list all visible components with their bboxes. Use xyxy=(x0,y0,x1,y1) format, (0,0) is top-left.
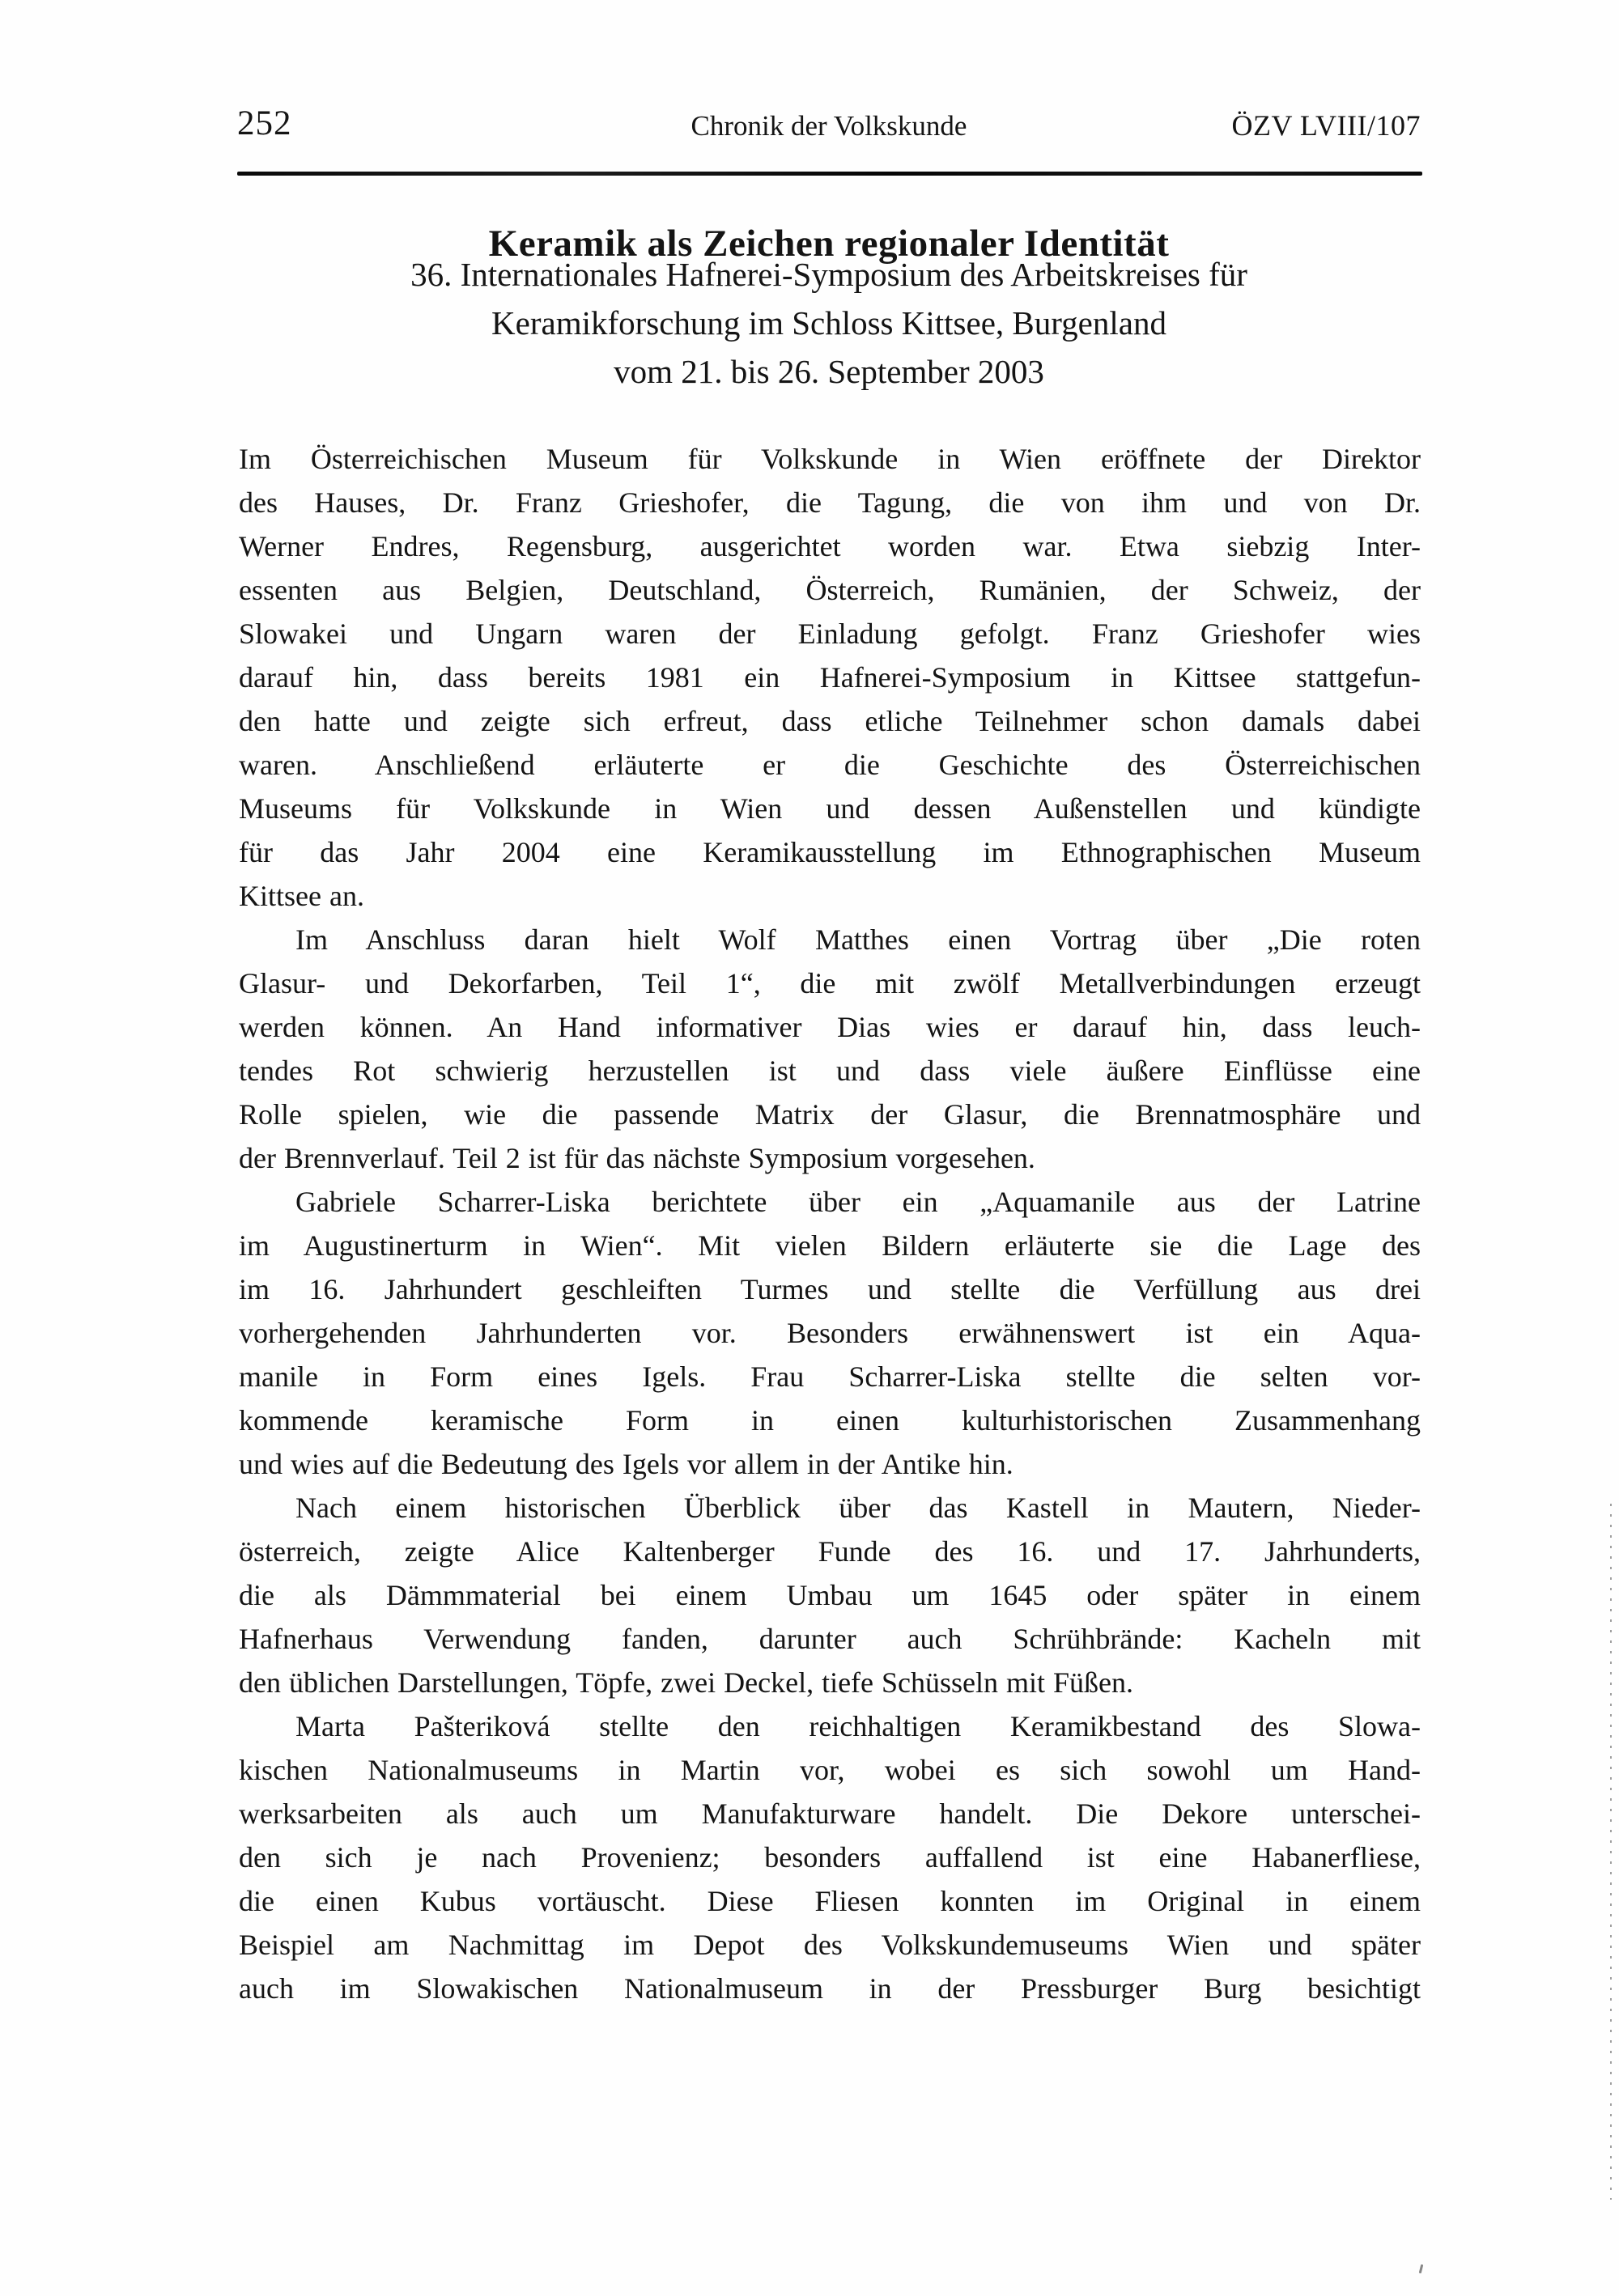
text-line: den hatte und zeigte sich erfreut, dass etliche Teilnehmer schon damals dabei xyxy=(239,705,1421,737)
text-line: Museums für Volkskunde in Wien und dessen Außenstellen und kündigte xyxy=(239,792,1421,825)
text-line: Glasur- und Dekorfarben, Teil 1“, die mit zwölf Metallverbindungen erzeugt xyxy=(239,967,1421,999)
text-line: für das Jahr 2004 eine Keramikausstellung im Ethnographischen Museum xyxy=(239,836,1421,868)
text-line: waren. Anschließend erläuterte er die Geschichte des Österreichischen xyxy=(239,749,1421,781)
text-line: den üblichen Darstellungen, Töpfe, zwei Deckel, tiefe Schüsseln mit Füßen. xyxy=(239,1666,1134,1699)
scan-artifact-dotted-line xyxy=(1610,1504,1612,2200)
text-line: im Augustinerturm in Wien“. Mit vielen Bildern erläuterte sie die Lage des xyxy=(239,1229,1421,1262)
article-subtitle xyxy=(237,250,1421,396)
text-line: Rolle spielen, wie die passende Matrix der Glasur, die Brennatmosphäre und xyxy=(239,1098,1421,1131)
text-line: Im Anschluss daran hielt Wolf Matthes einen Vortrag über „Die roten xyxy=(295,923,1421,956)
paragraph xyxy=(239,1704,1421,2010)
text-line: und wies auf die Bedeutung des Igels vor allem in der Antike hin. xyxy=(239,1448,1013,1480)
article-title: Keramik als Zeichen regionaler Identität xyxy=(488,223,1170,265)
journal-issue-label: ÖZV LVIII/107 xyxy=(1231,109,1421,142)
paragraph xyxy=(239,1486,1421,1704)
scan-artifact-speck xyxy=(1419,2264,1424,2273)
subtitle-line: Keramikforschung im Schloss Kittsee, Burgenland xyxy=(491,304,1166,342)
text-line: Hafnerhaus Verwendung fanden, darunter auch Schrühbrände: Kacheln mit xyxy=(239,1623,1421,1655)
text-line: essenten aus Belgien, Deutschland, Österreich, Rumänien, der Schweiz, der xyxy=(239,574,1421,606)
text-line: österreich, zeigte Alice Kaltenberger Funde des 16. und 17. Jahrhunderts, xyxy=(239,1535,1421,1568)
text-line: Marta Pašteriková stellte den reichhaltigen Keramikbestand des Slowa- xyxy=(295,1710,1421,1742)
text-line: tendes Rot schwierig herzustellen ist und dass viele äußere Einflüsse eine xyxy=(239,1055,1421,1087)
text-line: Werner Endres, Regensburg, ausgerichtet worden war. Etwa siebzig Inter- xyxy=(239,530,1421,562)
paragraph xyxy=(239,437,1421,918)
text-line: Beispiel am Nachmittag im Depot des Volkskundemuseums Wien und später xyxy=(239,1929,1421,1961)
text-line: manile in Form eines Igels. Frau Scharrer-Liska stellte die selten vor- xyxy=(239,1360,1421,1393)
text-line: auch im Slowakischen Nationalmuseum in der Pressburger Burg besichtigt xyxy=(239,1972,1421,2005)
subtitle-line: vom 21. bis 26. September 2003 xyxy=(614,353,1044,390)
text-line: werden können. An Hand informativer Dias wies er darauf hin, dass leuch- xyxy=(239,1011,1421,1043)
running-head-title: Chronik der Volkskunde xyxy=(691,110,967,142)
paragraph xyxy=(239,918,1421,1180)
subtitle-line: 36. Internationales Hafnerei-Symposium des Arbeitskreises für xyxy=(410,256,1247,293)
text-line: Gabriele Scharrer-Liska berichtete über ein „Aquamanile aus der Latrine xyxy=(295,1186,1421,1218)
text-line: die einen Kubus vortäuscht. Diese Fliesen konnten im Original in einem xyxy=(239,1885,1421,1917)
text-line: Nach einem historischen Überblick über das Kastell in Mautern, Nieder- xyxy=(295,1492,1421,1524)
text-line: Kittsee an. xyxy=(239,880,364,912)
text-line: Im Österreichischen Museum für Volkskunde in Wien eröffnete der Direktor xyxy=(239,443,1421,475)
text-line: vorhergehenden Jahrhunderten vor. Besonders erwähnenswert ist ein Aqua- xyxy=(239,1317,1421,1349)
text-line: kischen Nationalmuseums in Martin vor, wobei es sich sowohl um Hand- xyxy=(239,1754,1421,1786)
header-rule xyxy=(237,172,1422,176)
text-line: kommende keramische Form in einen kulturhistorischen Zusammenhang xyxy=(239,1404,1421,1437)
text-line: darauf hin, dass bereits 1981 ein Hafnerei-Symposium in Kittsee stattgefun- xyxy=(239,661,1421,694)
text-line: des Hauses, Dr. Franz Grieshofer, die Tagung, die von ihm und von Dr. xyxy=(239,486,1421,519)
text-line: den sich je nach Provenienz; besonders auffallend ist eine Habanerfliese, xyxy=(239,1841,1421,1874)
page-number: 252 xyxy=(237,104,292,142)
text-line: im 16. Jahrhundert geschleiften Turmes und stellte die Verfüllung aus drei xyxy=(239,1273,1421,1305)
text-line: der Brennverlauf. Teil 2 ist für das nächste Symposium vorgesehen. xyxy=(239,1142,1035,1174)
text-line: werksarbeiten als auch um Manufakturware handelt. Die Dekore unterschei- xyxy=(239,1797,1421,1830)
text-line: die als Dämmmaterial bei einem Umbau um 1645 oder später in einem xyxy=(239,1579,1421,1611)
article-body xyxy=(239,437,1421,2010)
paragraph xyxy=(239,1180,1421,1486)
text-line: Slowakei und Ungarn waren der Einladung gefolgt. Franz Grieshofer wies xyxy=(239,618,1421,650)
running-head xyxy=(237,104,1421,152)
